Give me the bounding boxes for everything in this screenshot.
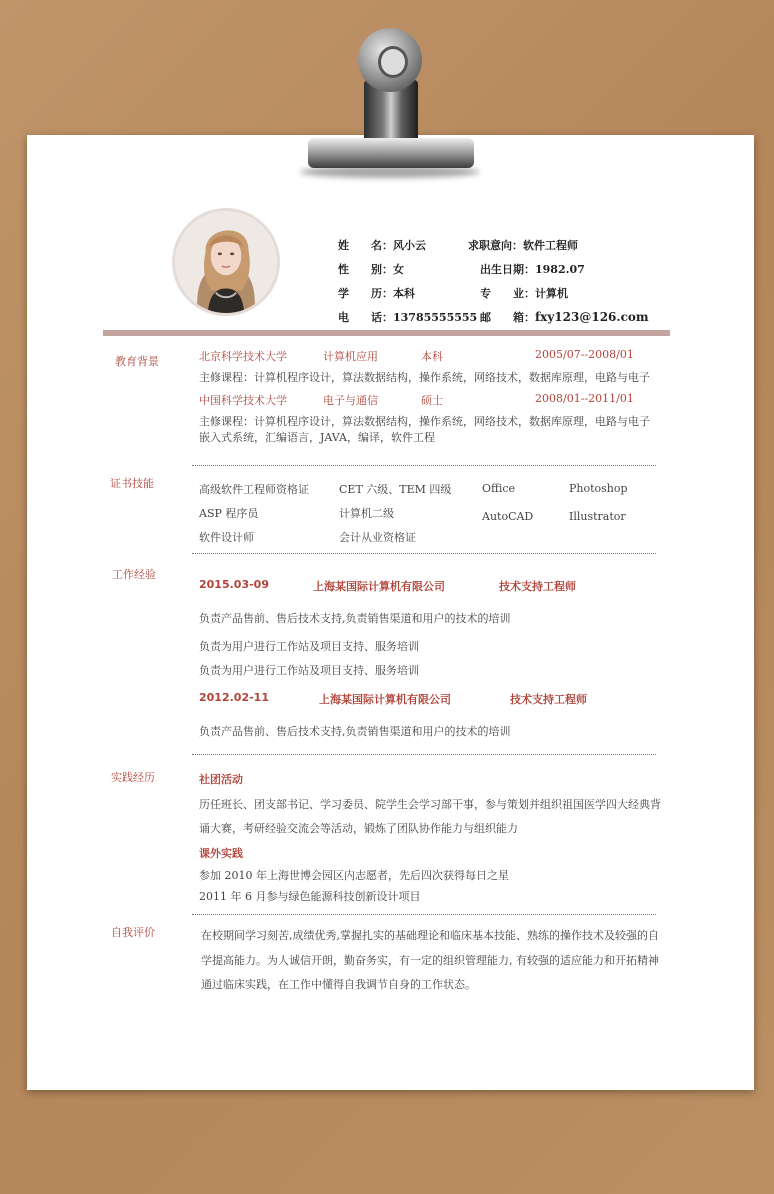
self-line: 在校期间学习刻苦,成绩优秀,掌握扎实的基础理论和临床基本技能、熟练的操作技术及较强的自 (201, 929, 659, 942)
gender-label: 性 别： (338, 263, 393, 276)
portrait-icon (175, 211, 277, 313)
skill-item: ASP 程序员 (199, 507, 259, 520)
edu1-period: 2005/07--2008/01 (535, 348, 634, 361)
job1-line: 负责为用户进行工作站及项目支持、服务培训 (199, 664, 419, 677)
edu2-degree: 硕士 (421, 394, 443, 407)
club-line: 诵大赛，考研经验交流会等活动，锻炼了团队协作能力与组织能力 (199, 822, 518, 835)
major-row (480, 285, 568, 301)
work-title: 工作经验 (112, 568, 156, 581)
name-row (338, 237, 426, 253)
edu2-major: 电子与通信 (323, 394, 378, 407)
name-value: 风小云 (393, 239, 426, 252)
birth-label: 出生日期： (480, 263, 535, 276)
divider (192, 914, 656, 915)
divider (192, 553, 656, 554)
intent-label: 求职意向： (468, 239, 523, 252)
birth-row (480, 261, 585, 277)
outside-line: 参加 2010 年上海世博会园区内志愿者，先后四次获得每日之星 (199, 869, 509, 882)
edu1-degree: 本科 (421, 350, 443, 363)
email-label: 邮 箱： (480, 311, 535, 324)
job1-role: 技术支持工程师 (499, 580, 576, 593)
club-line: 历任班长、团支部书记、学习委员、院学生会学习部干事，参与策划并组织祖国医学四大经典背 (199, 798, 661, 811)
edu-label: 学 历： (338, 287, 393, 300)
edu1-school: 北京科学技术大学 (199, 350, 287, 363)
skill-item: 计算机二级 (339, 507, 394, 520)
skill-item: Photoshop (569, 482, 628, 495)
edu2-course: 主修课程：计算机程序设计，算法数据结构，操作系统，网络技术，数据库原理，电路与电子 (199, 415, 650, 428)
skill-item: 软件设计师 (199, 531, 254, 544)
email-value: fxy123@126.com (535, 310, 649, 324)
header-divider (103, 330, 670, 336)
job2-role: 技术支持工程师 (510, 693, 587, 706)
birth-value: 1982.07 (535, 263, 585, 276)
skill-item: 会计从业资格证 (339, 531, 416, 544)
binder-clip-icon (300, 28, 480, 178)
job2-line: 负责产品售前、售后技术支持,负责销售渠道和用户的技术的培训 (199, 725, 511, 738)
email-row (480, 309, 649, 325)
club-title: 社团活动 (199, 773, 243, 786)
edu-value: 本科 (393, 287, 415, 300)
self-title: 自我评价 (111, 926, 155, 939)
edu2-course-cont: 嵌入式系统，汇编语言，JAVA，编译，软件工程 (199, 431, 435, 444)
skill-item: 高级软件工程师资格证 (199, 483, 309, 496)
divider (192, 465, 656, 466)
job1-line: 负责产品售前、售后技术支持,负责销售渠道和用户的技术的培训 (199, 612, 511, 625)
edu1-major: 计算机应用 (323, 350, 378, 363)
skill-item: CET 六级、TEM 四级 (339, 483, 452, 496)
skill-item: AutoCAD (482, 510, 534, 523)
edu1-course: 主修课程：计算机程序设计，算法数据结构，操作系统，网络技术，数据库原理，电路与电子 (199, 371, 650, 384)
gender-value: 女 (393, 263, 404, 276)
job1-company: 上海某国际计算机有限公司 (313, 580, 445, 593)
job2-date: 2012.02-11 (199, 691, 269, 704)
skills-title: 证书技能 (110, 477, 154, 490)
major-label: 专 业： (480, 287, 535, 300)
self-line: 通过临床实践，在工作中懂得自我调节自身的工作状态。 (201, 978, 476, 991)
skill-item: Office (482, 482, 516, 495)
name-label: 姓 名： (338, 239, 393, 252)
self-line: 学提高能力。为人诚信开朗，勤奋务实，有一定的组织管理能力, 有较强的适应能力和开拓精神 (201, 954, 659, 967)
intent-value: 软件工程师 (523, 239, 578, 252)
avatar (172, 208, 280, 316)
outside-title: 课外实践 (199, 847, 243, 860)
phone-row (338, 309, 477, 325)
practice-title: 实践经历 (111, 771, 155, 784)
phone-value: 13785555555 (393, 311, 478, 324)
edu2-period: 2008/01--2011/01 (535, 392, 634, 405)
skill-item: Illustrator (569, 510, 626, 523)
gender-row (338, 261, 404, 277)
edu-row (338, 285, 415, 301)
major-value: 计算机 (535, 287, 568, 300)
education-title: 教育背景 (115, 355, 159, 368)
intent-row (468, 237, 578, 253)
divider (192, 754, 656, 755)
outside-line: 2011 年 6 月参与绿色能源科技创新设计项目 (199, 890, 421, 903)
job1-date: 2015.03-09 (199, 578, 269, 591)
phone-label: 电 话： (338, 311, 393, 324)
edu2-school: 中国科学技术大学 (199, 394, 287, 407)
job1-line: 负责为用户进行工作站及项目支持、服务培训 (199, 640, 419, 653)
job2-company: 上海某国际计算机有限公司 (319, 693, 451, 706)
